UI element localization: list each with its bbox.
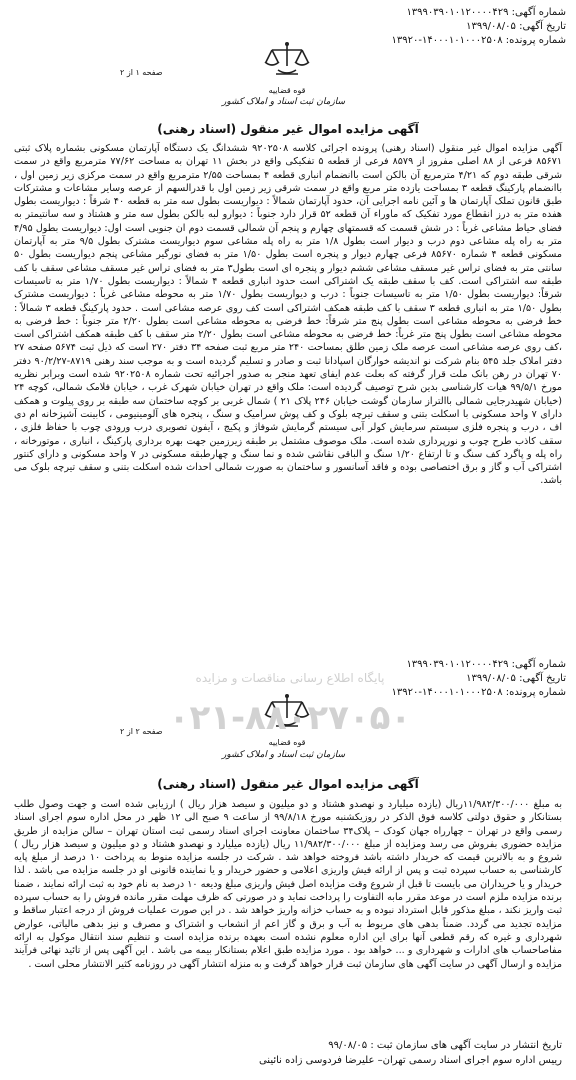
notice2-case-number: شماره پرونده: ۱۴۰۰۰۱۰۱۰۰۰۲۵۰۸-۱۳۹۲۰: [391, 687, 566, 698]
notice1-meta: [392, 6, 566, 48]
judiciary-emblem-icon: [258, 40, 316, 88]
notice2-number: شماره آگهی: ۱۳۹۹۰۳۹۰۱۰۱۲۰۰۰۰۴۲۹: [406, 659, 566, 670]
notice2-emblem-label: قوه قضاییه: [268, 738, 306, 747]
notice2-footer: [14, 1038, 562, 1068]
publish-date: تاریخ انتشار در سایت آگهی های سازمان ثبت : ۹۹/۰۸/۰۵: [328, 1040, 562, 1051]
watermark-text: پایگاه اطلاع رسانی مناقصات و مزایده: [195, 671, 385, 685]
notice1-body: [14, 142, 562, 488]
notice1-emblem-label: قوه قضاییه: [268, 86, 306, 95]
notice2-date: تاریخ آگهی: ۱۳۹۹/۰۸/۰۵: [466, 673, 566, 684]
notice1-title: آگهی مزایده اموال غیر منقول (اسناد رهنی): [157, 122, 419, 136]
notice1-number: شماره آگهی: ۱۳۹۹۰۳۹۰۱۰۱۲۰۰۰۰۴۲۹: [406, 7, 566, 18]
notice2-title: آگهی مزایده اموال غیر منقول (اسناد رهنی): [157, 777, 419, 791]
notice2-page-label: صفحه ۲ از ۲: [120, 727, 163, 736]
notice1-date: تاریخ آگهی: ۱۳۹۹/۰۸/۰۵: [466, 21, 566, 32]
notice2-org-name: سازمان ثبت اسناد و املاک کشور: [222, 750, 346, 760]
notice1-body-text: آگهی مزایده اموال غیر منقول (اسناد رهنی) پرونده اجرائی کلاسه ۹۲۰۲۵۰۸ ششدانگ یک دستگاه آپارتمان مسکونی بشماره پلاک ثبتی ۸۵۶۷۱ فرعی از ۸۸ اصلی مفروز از ۸۵۷۹ فرعی از قطعه ۵ تفکیکی واقع در بخش ۱۱ تهران به مساحت ۷۷/۶۲ مترمربع واقع در سمت شرقی طبقه دوم که ۴/۲۱ مترمربع آن بالکن است باانضمام انباری قطعه ۴ بمساحت ۲/۵۵ مترمربع واقع در سمت مرکزی زیر زمین اول ، باانضمام پارکینگ قطعه ۳ بمساحت یازده متر مربع واقع در سمت شرقی زیر زمین اول با قدرالسهم از عرصه وسایر مشاعات و مشترکات طبق قانون تملک آپارتمان ها و آئین نامه اجرایی آن، حدود آپارتمان شمالاً : دیواریست بطول سه متر به قطعه ۴۰ شرقاً : دیواریست بطول هفده متر به درز انقطاع مورد تفکیک که ماوراء آن قطعه ۵۲ قرار دارد جنوباً : دیوارو لبه بالکن بطول سه متر و هشتاد و سه سانتیمتر به فضای حیاط مشاعی غرباً : در شش قسمت که قسمتهای چهارم و پنجم آن شمالی قسمت دوم ان جنوبی است اول: دیواریست بطول ۴/۹۵ متر به راه پله مشاعی دوم درب و دیوار است بطول ۱/۸ متر به راه پله مشاعی سوم دیواریست مشترک بطول ۹/۵ متر به آپارتمان مسکونی قطعه ۴ شماره ۸۵۶۷۰ فرعی چهارم دیوار و پنجره است بطول ۱/۵۰ متر به فضای نورگیر مشاعی پنجم دیواریست بطول ۵۰ سانتی متر به فضای تراس غیر مسقف مشاعی ششم دیوار و پنجره ای است بطول۳ متر به فضای تراس غیر مسقف مشاعی سقف با کف طبقه سه اشتراکی است. کف با سقف طبقه یک اشتراکی است حدود انباری قطعه ۴ شمالاً : دیواریست بطول ۱/۷۰ متر به تاسیسات شرقاً: دیواریست بطول ۱/۵۰ متر به تاسیسات جنوباً : درب و دیواریست بطول ۱/۷۰ متر به محوطه مشاعی غرباً : دیواریست مشترک بطول ۱/۵۰ متر به انباری قطعه ۳ سقف با کف طبقه همکف اشتراکی است کف روی عرصه مشاعی است . حدود پارکینگ قطعه ۳ شمالاً : خط فرضی به محوطه مشاعی است بطول پنج متر شرقاً: خط فرضی به محوطه مشاعی است بطول ۲/۲۰ متر جنوباً : خط فرضی به محوطه مشاعی است بطول پنج متر غرباً: خط فرضی به محوطه مشاعی است بطول ۲/۲۰ متر سقف با کف طبقه همکف اشتراکی است ،کف روی عرصه مشاعی است عرصه ملک زمین طلق بمساحت ۲۴۰ متر مربع ثبت صفحه ۳۴ دفتر ۲۷۰ است که ذیل ثبت ۵۶۷۴ صفحه ۲۷ دفتر املاک جلد ۵۴۵ بنام شرکت نو اندیشه خوارگان اسپادانا ثبت و صادر و تسلیم گردیده است و به موجب سند رهنی ۸۷۱۹-۹۰/۲/۲۷ دفتر ۷۰ تهران در رهن بانک ملت قرار گرفته که بعلت عدم ایفای تعهد منجر به صدور اجرائیه تحت شماره ۹۲۰۲۵۰۸ شده است وبرابر نظریه مورخ ۹۹/۵/۱ هیات کارشناسی بدین شرح توصیف گردیده است: ملک واقع در تهران خیابان شهرک غرب ، خیابان فلامک شمالی، کوچه ۲۴ (خیابان شهیدرجایی شمالی باالتراز سازمان گوشت خیابان ۲۴۶ پلاک ۲۱ ) شمال غربی بر کوچه ساختمان سه طبقه بر روی پیلوت و همکف دارای ۷ واحد مسکونی با اسکلت بتنی و سقف تیرچه بلوک و کف پوش سرامیک و سنگ ، پنجره های آلومینیومی ، کابینت آشپزخانه ام دی اف ، درب و پنجره فلزی سیستم سرمایش کولر آبی سیستم گرمایش شوفاژ و پکیج ، آیفون تصویری درب ورودی چوب با حفاظ فلزی ، سقف کاذب طرح چوب و نورپردازی شده است. ملک موصوف مشتمل بر طبقه زیرزمین جهت بهره برداری پارکینگ ، انباری ، موتورخانه ، راه پله و پاگرد کف سنگ و تا ارتفاع ۱/۲۰ سنگ و الباقی نقاشی شده و نما سنگ و چهارطبقه مسکونی در ۷ واحد مسکونی و دارای کنتور اشتراکی آب و گاز و برق اختصاصی بوده و فاقد آسانسور و ساختمان به صورت شمالی احداث شده اسکلت بتنی و سقف تیرچه بلوک می باشد.: [14, 143, 563, 487]
signature-line: رییس اداره سوم اجرای اسناد رسمی تهران– علیرضا فردوسی زاده نائینی: [258, 1055, 562, 1066]
notice1-case-number: شماره پرونده: ۱۴۰۰۰۱۰۱۰۰۰۲۵۰۸-۱۳۹۲۰: [391, 35, 566, 46]
notice2-body-text: به مبلغ ۱۱/۹۸۲/۳۰۰/۰۰۰ریال (یازده میلیارد و نهصدو هشتاد و دو میلیون و سیصد هزار ریال ) ارزیابی شده است و جهت وصول طلب بستانکار و حقوق دولتی کلاسه فوق الذکر در روزیکشنبه مورخ ۹۹/۸/۱۸ از ساعت ۹ صبح الی ۱۲ ظهر در محل اداره سوم اجرای اسناد رسمی واقع در تهران – چهارراه جهان کودک – پلاک۳۴ ساختمان معاونت اجرای اسناد رسمی ثبت استان تهران – سالن مزایده از طریق مزایده حضوری بفروش می رسد ومزایده از مبلغ ۱۱/۹۸۲/۳۰۰/۰۰۰ ریال (یازده میلیارد و نهصدو هشتاد و دو میلیون و سیصد هزار ریال ) شروع و به بالاترین قیمت که خریدار داشته باشد فروخته خواهد شد . شرکت در جلسه مزایده منوط به پرداخت ۱۰ درصد از مبلغ پایه کارشناسی به حساب سپرده ثبت و پس از ارائه فیش واریزی اعلامی و حضور خریدار و یا نماینده قانونی او در جلسه مزایده می باشد . لذا خریدار و یا خریداران می بایست تا قبل از شروع وقت مزایده اصل فیش واریزی مبلغ ودیعه ۱۰ درصد به نام خود به ثبت ارائه نمایند ، ضمنا برنده مزایده ملزم است در موعد مقرر مابه التفاوت را پرداخت نماید و در صورتی که ظرف مهلت مقرر مانده فروش را به حساب سپرده ثبت واریز نکند ، مبلغ مذکور قابل استرداد نبوده و به حساب خزانه واریز خواهد شد . در این صورت عملیات فروش از درجه اعتبار ساقط و مزایده تجدید می گردد. ضمناً بدهی های مربوط به آب و برق و گاز اعم از انشعاب و اشتراک و مصرف و نیز بدهی مالیاتی، عوارض شهرداری و غیره که رقم قطعی آنها برای این اداره معلوم نشده است بعهده برنده مزایده است و تنظیم سند انتقال موکول به ارائه مفاصاحساب های ادارات و شهرداری و ... خواهد بود . مورد مزایده طبق اعلام بستانکار بیمه می باشد . این آگهی پس از تائید نهائی فرآیند مزایده و ارسال آگهی در سایت آگهی های سازمان ثبت قرار خواهد گرفت و به منزله انتشار آگهی در روزنامه کثیر الانتشار محلی است .: [14, 799, 563, 970]
notice1-page-label: صفحه ۱ از ۲: [120, 68, 163, 77]
watermark-phone: ۰۲۱-۸۸۰۲۷۰۵۰: [168, 698, 412, 738]
notice2-body: [14, 798, 562, 971]
notice1-org-name: سازمان ثبت اسناد و املاک کشور: [222, 97, 346, 107]
